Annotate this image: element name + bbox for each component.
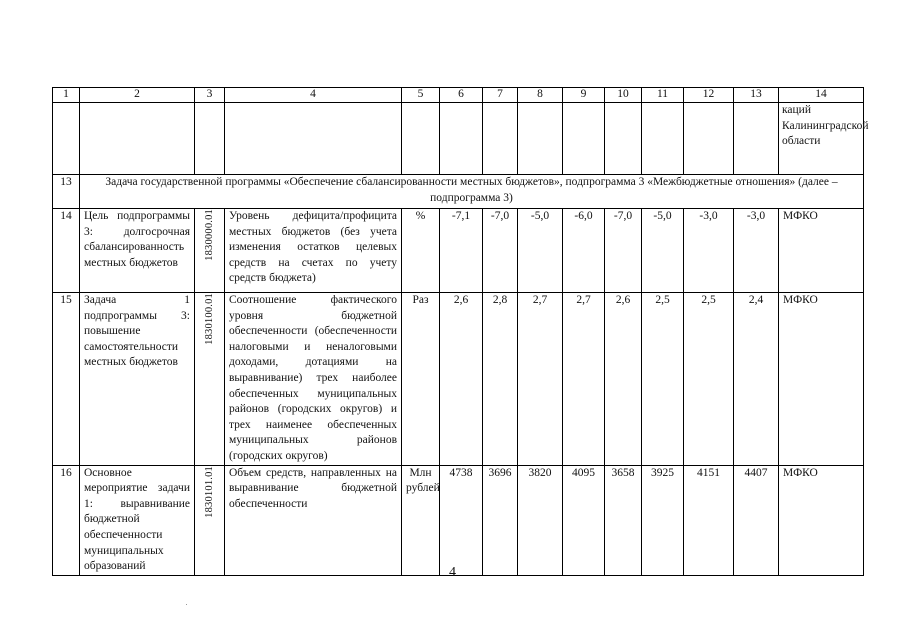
- value-cell: 3658: [605, 465, 642, 575]
- indicator-name: Объем средств, направленных на выравнивание бюджетной обеспеченности: [225, 465, 402, 575]
- col-header: 2: [80, 88, 195, 103]
- table-row: [53, 209, 864, 293]
- row-number: 14: [53, 209, 80, 293]
- unit: Млн рублей: [402, 465, 440, 575]
- value-cell: 4407: [734, 465, 779, 575]
- value-cell: 2,5: [642, 293, 684, 466]
- code-text: 1830101.01: [203, 465, 215, 518]
- column-numbers-row: [53, 88, 864, 103]
- value-cell: 3696: [483, 465, 518, 575]
- col-header: 10: [605, 88, 642, 103]
- value-cell: 2,6: [440, 293, 483, 466]
- value-cell: 4738: [440, 465, 483, 575]
- indicators-table: [52, 87, 869, 576]
- value-cell: -6,0: [563, 209, 605, 293]
- goal-name: Цель подпрограммы 3: долгосрочная сбалансированность местных бюджетов: [80, 209, 195, 293]
- value-cell: -3,0: [734, 209, 779, 293]
- value-cell: 2,7: [518, 293, 563, 466]
- indicator-name: Уровень дефицита/профицита местных бюджетов (без учета изменения остатков целевых средств на счетах по учету средств бюджета): [225, 209, 402, 293]
- value-cell: -5,0: [642, 209, 684, 293]
- value-cell: 2,5: [684, 293, 734, 466]
- col-header: 5: [402, 88, 440, 103]
- code-text: 1830000.01: [203, 209, 215, 261]
- row-number: 13: [53, 175, 80, 209]
- col-header: 12: [684, 88, 734, 103]
- value-cell: -7,0: [605, 209, 642, 293]
- col-header: 13: [734, 88, 779, 103]
- unit: Раз: [402, 293, 440, 466]
- table-row: [53, 175, 864, 209]
- col-header: 9: [563, 88, 605, 103]
- executor-cell: каций Калининградской области: [779, 103, 864, 175]
- value-cell: -3,0: [684, 209, 734, 293]
- code-cell: [195, 465, 225, 575]
- col-header: 11: [642, 88, 684, 103]
- executor-cell: МФКО: [779, 209, 864, 293]
- table-row: [53, 293, 864, 466]
- value-cell: 3925: [642, 465, 684, 575]
- col-header: 3: [195, 88, 225, 103]
- value-cell: 2,7: [563, 293, 605, 466]
- indicator-name: Соотношение фактического уровня бюджетной обеспеченности (обеспеченности налоговыми и неналоговыми доходами, дотациями на выравнивание) трех наиболее обеспеченных муниципальных районов (городских округов) и трех наименее обеспеченных муниципальных районов (городских округов): [225, 293, 402, 466]
- code-cell: [195, 209, 225, 293]
- section-title: Задача государственной программы «Обеспечение сбалансированности местных бюджетов», подпрограмма 3 «Межбюджетные отношения» (далее – подпрограмма 3): [80, 175, 864, 209]
- value-cell: 4151: [684, 465, 734, 575]
- table-row: [53, 103, 864, 175]
- scan-speck: [186, 604, 187, 605]
- value-cell: 2,4: [734, 293, 779, 466]
- col-header: 6: [440, 88, 483, 103]
- value-cell: -7,0: [483, 209, 518, 293]
- page-number: 4: [449, 565, 456, 580]
- executor-cell: МФКО: [779, 293, 864, 466]
- executor-cell: МФКО: [779, 465, 864, 575]
- unit: %: [402, 209, 440, 293]
- value-cell: 4095: [563, 465, 605, 575]
- value-cell: -7,1: [440, 209, 483, 293]
- col-header: 8: [518, 88, 563, 103]
- value-cell: 2,6: [605, 293, 642, 466]
- value-cell: 3820: [518, 465, 563, 575]
- code-text: 1830100.01: [203, 293, 215, 345]
- code-cell: [195, 293, 225, 466]
- task-name: Задача 1 подпрограммы 3: повышение самостоятельности местных бюджетов: [80, 293, 195, 466]
- value-cell: 2,8: [483, 293, 518, 466]
- col-header: 4: [225, 88, 402, 103]
- col-header: 1: [53, 88, 80, 103]
- col-header: 7: [483, 88, 518, 103]
- table-row: [53, 465, 864, 575]
- value-cell: -5,0: [518, 209, 563, 293]
- activity-name: Основное мероприятие задачи 1: выравнивание бюджетной обеспеченности муниципальных образований: [80, 465, 195, 575]
- row-number: 15: [53, 293, 80, 466]
- row-number: 16: [53, 465, 80, 575]
- col-header: 14: [779, 88, 864, 103]
